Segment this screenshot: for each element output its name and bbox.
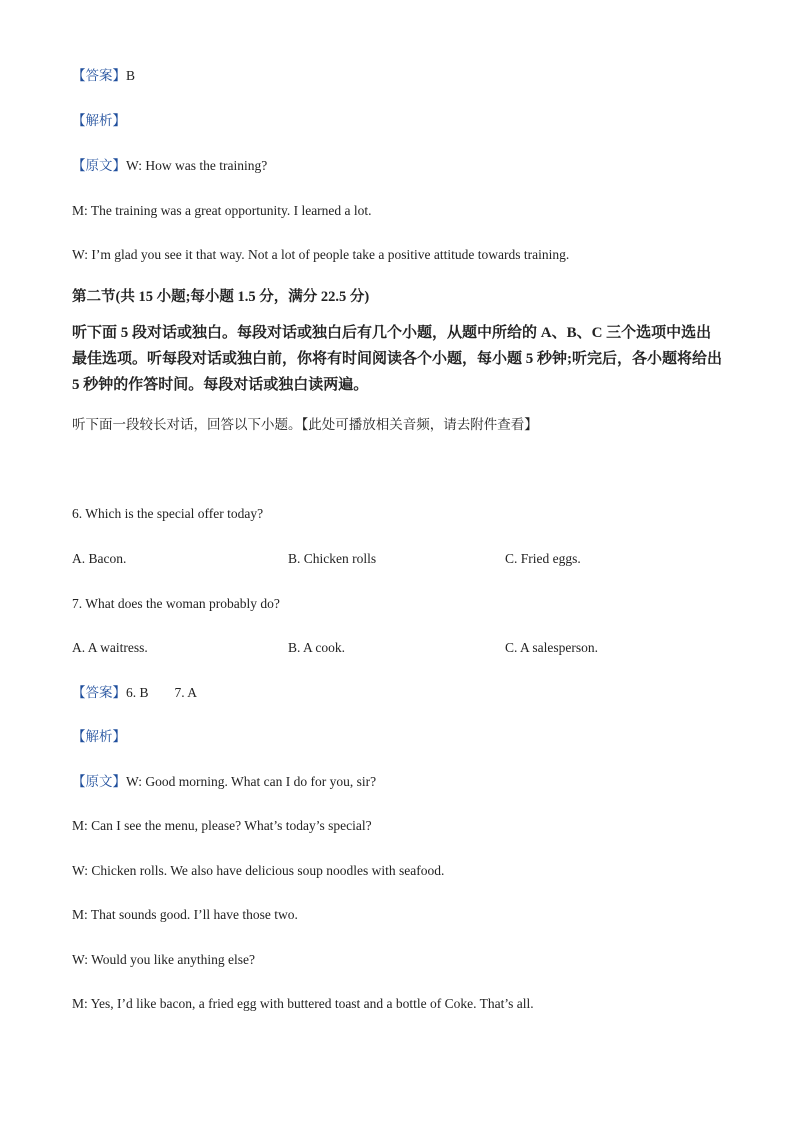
transcript-line: M: Can I see the menu, please? What’s today’s special? xyxy=(72,818,372,833)
transcript-line: W: Would you like anything else? xyxy=(72,952,256,967)
option-b: B. A cook. xyxy=(288,640,346,655)
answer-line-q5 xyxy=(72,67,135,85)
option-a: A. A waitress. xyxy=(72,640,148,655)
listen-prompt: 听下面一段较长对话，回答以下小题。【此处可播放相关音频，请去附件查看】 xyxy=(72,417,538,432)
question-stem: 7. What does the woman probably do? xyxy=(72,596,280,611)
transcript-line: M: The training was a great opportunity. I learned a lot. xyxy=(72,203,372,218)
transcript-line: W: Chicken rolls. We also have delicious soup noodles with seafood. xyxy=(72,863,445,878)
transcript-line: M: Yes, I’d like bacon, a fried egg with buttered toast and a bottle of Coke. That’s all. xyxy=(72,996,534,1011)
option-b: B. Chicken rolls xyxy=(288,551,377,566)
option-c: C. A salesperson. xyxy=(505,640,598,655)
answer-value-6: 6. B xyxy=(126,685,149,700)
transcript-line: W: I’m glad you see it that way. Not a lot of people take a positive attitude towards training. xyxy=(72,247,570,262)
original-label: 【原文】 xyxy=(72,774,126,789)
transcript-line: M: That sounds good. I’ll have those two. xyxy=(72,907,298,922)
answer-value-7: 7. A xyxy=(174,685,198,700)
transcript-text: W: Good morning. What can I do for you, sir? xyxy=(126,774,377,789)
section-heading: 第二节(共 15 小题;每小题 1.5 分，满分 22.5 分) xyxy=(72,289,370,305)
section-instructions: 听下面 5 段对话或独白。每段对话或独白后有几个小题，从题中所给的 A、B、C 三个选项中选出最佳选项。听每段对话或独白前，你将有时间阅读各个小题，每小题 5 秒钟;听完后，各小题将给出 5 秒钟的作答时间。每段对话或独白读两遍。 xyxy=(72,325,722,393)
answer-line-q6-7 xyxy=(72,684,197,702)
analysis-label: 【解析】 xyxy=(72,113,126,128)
question-stem: 6. Which is the special offer today? xyxy=(72,506,264,521)
answer-value: B xyxy=(126,68,136,83)
answer-label: 【答案】 xyxy=(72,68,126,83)
option-a: A. Bacon. xyxy=(72,551,127,566)
transcript-text: W: How was the training? xyxy=(126,158,268,173)
original-label: 【原文】 xyxy=(72,158,126,173)
transcript-line xyxy=(72,773,376,791)
analysis-label: 【解析】 xyxy=(72,729,126,744)
transcript-line xyxy=(72,157,267,175)
option-c: C. Fried eggs. xyxy=(505,551,581,566)
answer-label: 【答案】 xyxy=(72,685,126,700)
